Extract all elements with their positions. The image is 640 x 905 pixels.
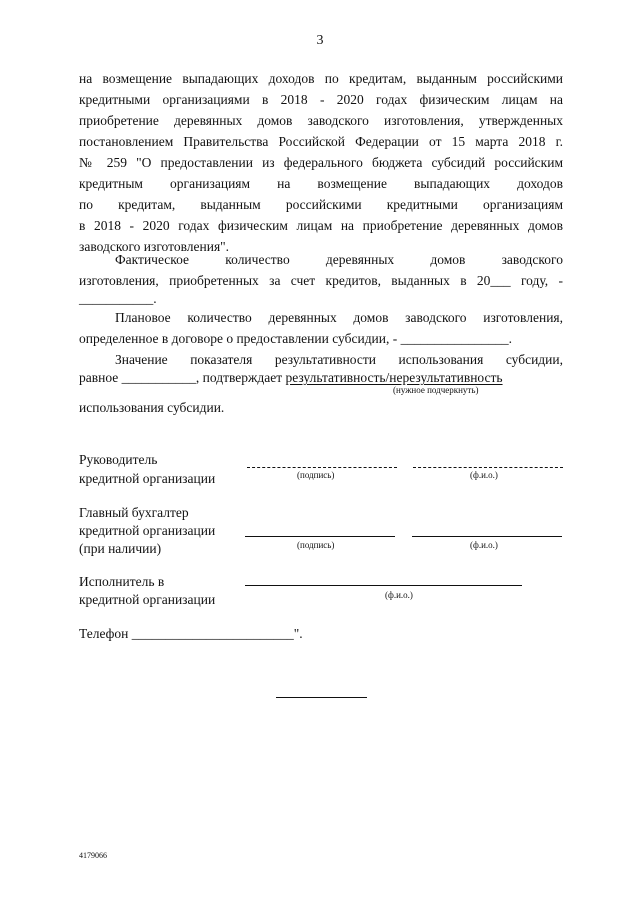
paragraph-1-line-3: приобретение деревянных домов заводского изготовления, утвержденных [79,113,563,128]
accountant-label-3: (при наличии) [79,541,162,556]
accountant-name-line [412,536,562,537]
paragraph-3-line-1: Плановое количество деревянных домов заводского изготовления, [115,310,563,325]
head-label-2: кредитной организации [79,471,216,486]
accountant-label-2: кредитной организации [79,523,216,538]
paragraph-1-line-4: постановлением Правительства Российской Федерации от 15 марта 2018 г. [79,134,563,149]
result-choice-underlined: результативность/нерезультативность [285,370,503,385]
accountant-name-hint: (ф.и.о.) [470,540,498,550]
executor-name-hint: (ф.и.о.) [385,590,413,600]
executor-name-line [245,585,522,586]
phone-label: Телефон [79,626,129,641]
paragraph-2-line-2: изготовления, приобретенных за счет кредитов, выданных в 20___ году, - [79,273,563,288]
phone-blank: ________________________ [131,626,294,641]
paragraph-4-line-1: Значение показателя результативности использования субсидии, [115,352,563,367]
paragraph-1-line-7: по кредитам, выданным российскими кредитными организациям [79,197,563,212]
paragraph-2-line-3: ___________. [79,291,157,306]
underline-hint: (нужное подчеркнуть) [393,385,479,395]
paragraph-3-line-2: определенное в договоре о предоставлении субсидии, - ________________. [79,331,513,346]
accountant-signature-line [245,536,395,537]
phone-suffix: ". [293,626,303,641]
paragraph-1-line-2: кредитными организациями в 2018 - 2020 годах физическим лицам на [79,92,563,107]
executor-label-1: Исполнитель в [79,574,165,589]
end-of-document-rule [276,697,367,698]
head-label-1: Руководитель [79,452,158,467]
accountant-signature-hint: (подпись) [297,540,335,550]
head-name-hint: (ф.и.о.) [470,470,498,480]
paragraph-4-line-3: использования субсидии. [79,400,225,415]
paragraph-1-line-6: кредитным организациям на возмещение выпадающих доходов [79,176,563,191]
head-signature-line [247,467,397,468]
paragraph-2-line-1: Фактическое количество деревянных домов заводского [115,252,563,267]
head-name-line [413,467,563,468]
paragraph-1-line-1: на возмещение выпадающих доходов по кредитам, выданным российскими [79,71,563,86]
page-number: 3 [316,33,324,48]
paragraph-4-line-2-prefix: равное ___________, подтверждает [79,370,286,385]
paragraph-1-line-9: заводского изготовления". [79,239,230,254]
executor-label-2: кредитной организации [79,592,216,607]
paragraph-1-line-8: в 2018 - 2020 годах физическим лицам на приобретение деревянных домов [79,218,563,233]
head-signature-hint: (подпись) [297,470,335,480]
paragraph-4-line-2 [79,369,563,386]
paragraph-1-line-5: № 259 "О предоставлении из федерального бюджета субсидий российским [79,155,563,170]
document-code: 4179066 [79,851,107,860]
accountant-label-1: Главный бухгалтер [79,505,189,520]
phone-line [79,625,303,642]
